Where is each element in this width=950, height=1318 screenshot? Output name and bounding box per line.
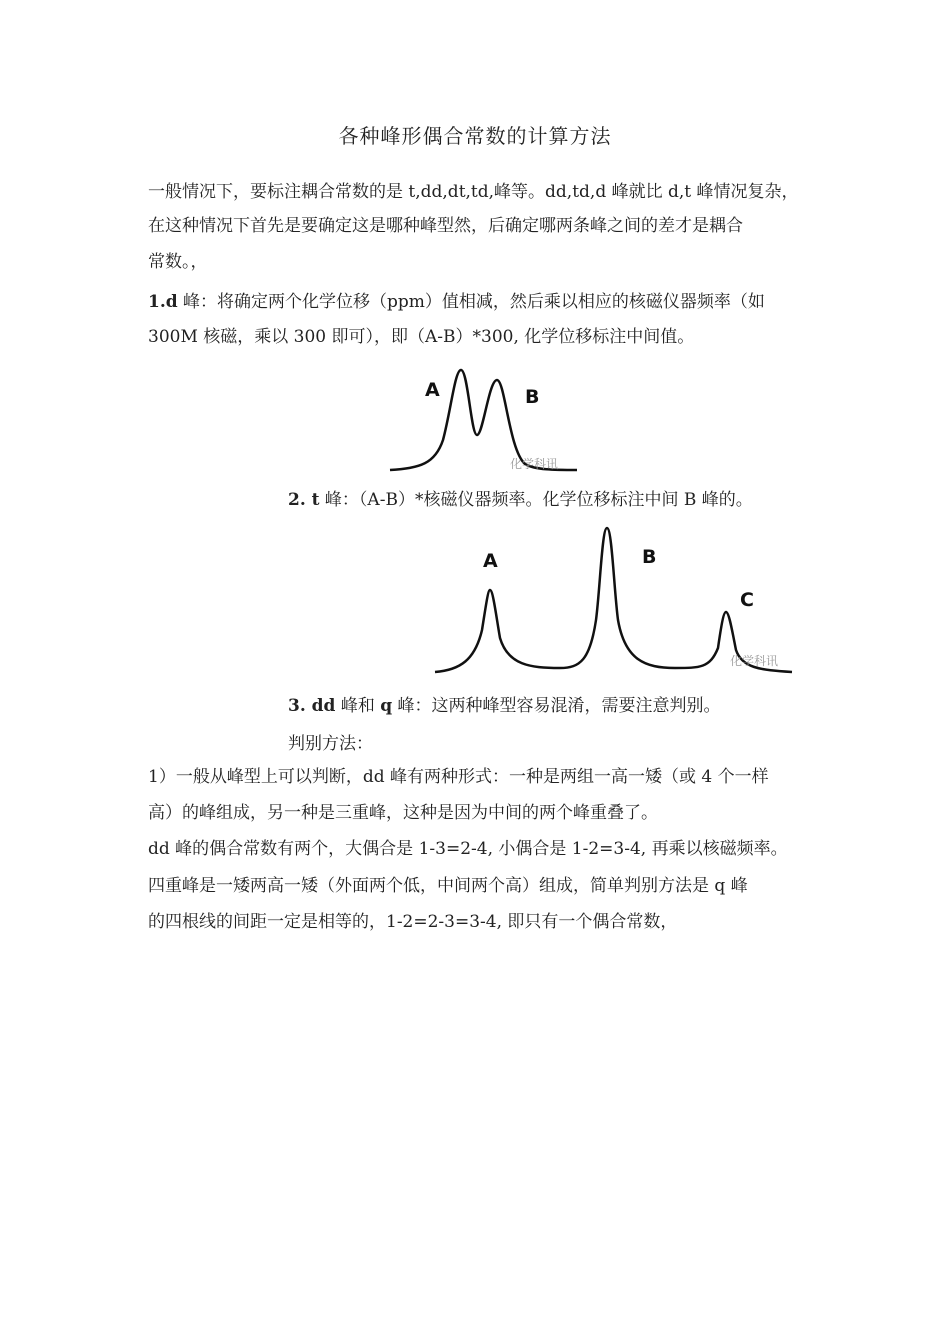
doublet-spectrum-figure xyxy=(385,360,585,475)
figure-1-watermark: 化学科讯 xyxy=(510,457,559,471)
paragraph-2: dd 峰的偶合常数有两个，大偶合是 1-3=2-4, 小偶合是 1-2=3-4, 再乘以核磁频率。 xyxy=(148,839,788,859)
paragraph-3-line-2: 的四根线的间距一定是相等的，1-2=2-3=3-4, 即只有一个偶合常数， xyxy=(148,912,678,932)
figure-2-label-b: B xyxy=(642,546,657,568)
section-3-mid: 峰和 xyxy=(335,696,381,716)
method-heading: 判别方法： xyxy=(288,734,373,754)
section-2-line xyxy=(288,483,753,517)
triplet-spectrum-figure xyxy=(430,520,800,680)
figure-1-label-b: B xyxy=(525,386,540,408)
page-title: 各种峰形偶合常数的计算方法 xyxy=(338,124,612,148)
intro-line-3: 常数。， xyxy=(148,252,208,272)
section-1-line-1 xyxy=(148,285,765,319)
figure-1-label-a: A xyxy=(425,379,440,401)
section-1-text: 峰：将确定两个化学位移（ppm）值相减，然后乘以相应的核磁仪器频率（如 xyxy=(177,292,765,312)
figure-2-watermark: 化学科讯 xyxy=(730,654,779,668)
paragraph-1-line-1: 1）一般从峰型上可以判断，dd 峰有两种形式：一种是两组一高一矮（或 4 个一样 xyxy=(148,767,769,787)
section-3-q: q xyxy=(380,696,393,716)
intro-line-1: 一般情况下，要标注耦合常数的是 t,dd,dt,td,峰等。dd,td,d 峰就比 d,t 峰情况复杂， xyxy=(148,182,799,202)
doublet-curve xyxy=(390,370,577,470)
section-1-number: 1.d xyxy=(148,292,178,312)
section-3-text: 峰：这两种峰型容易混淆，需要注意判别。 xyxy=(392,696,721,716)
section-3-number: 3. dd xyxy=(288,696,336,716)
section-1-line-2: 300M 核磁，乘以 300 即可），即（A-B）*300, 化学位移标注中间值。 xyxy=(148,327,695,347)
section-2-number: 2. t xyxy=(288,490,320,510)
figure-2-label-c: C xyxy=(740,589,754,611)
section-3-line xyxy=(288,689,721,723)
figure-2-label-a: A xyxy=(483,550,498,572)
paragraph-3-line-1: 四重峰是一矮两高一矮（外面两个低，中间两个高）组成，简单判别方法是 q 峰 xyxy=(148,876,748,896)
section-2-text: 峰：（A-B）*核磁仪器频率。化学位移标注中间 B 峰的。 xyxy=(319,490,753,510)
intro-line-2: 在这种情况下首先是要确定这是哪种峰型然，后确定哪两条峰之间的差才是耦合 xyxy=(148,216,743,236)
paragraph-1-line-2: 高）的峰组成，另一种是三重峰，这种是因为中间的两个峰重叠了。 xyxy=(148,803,658,823)
